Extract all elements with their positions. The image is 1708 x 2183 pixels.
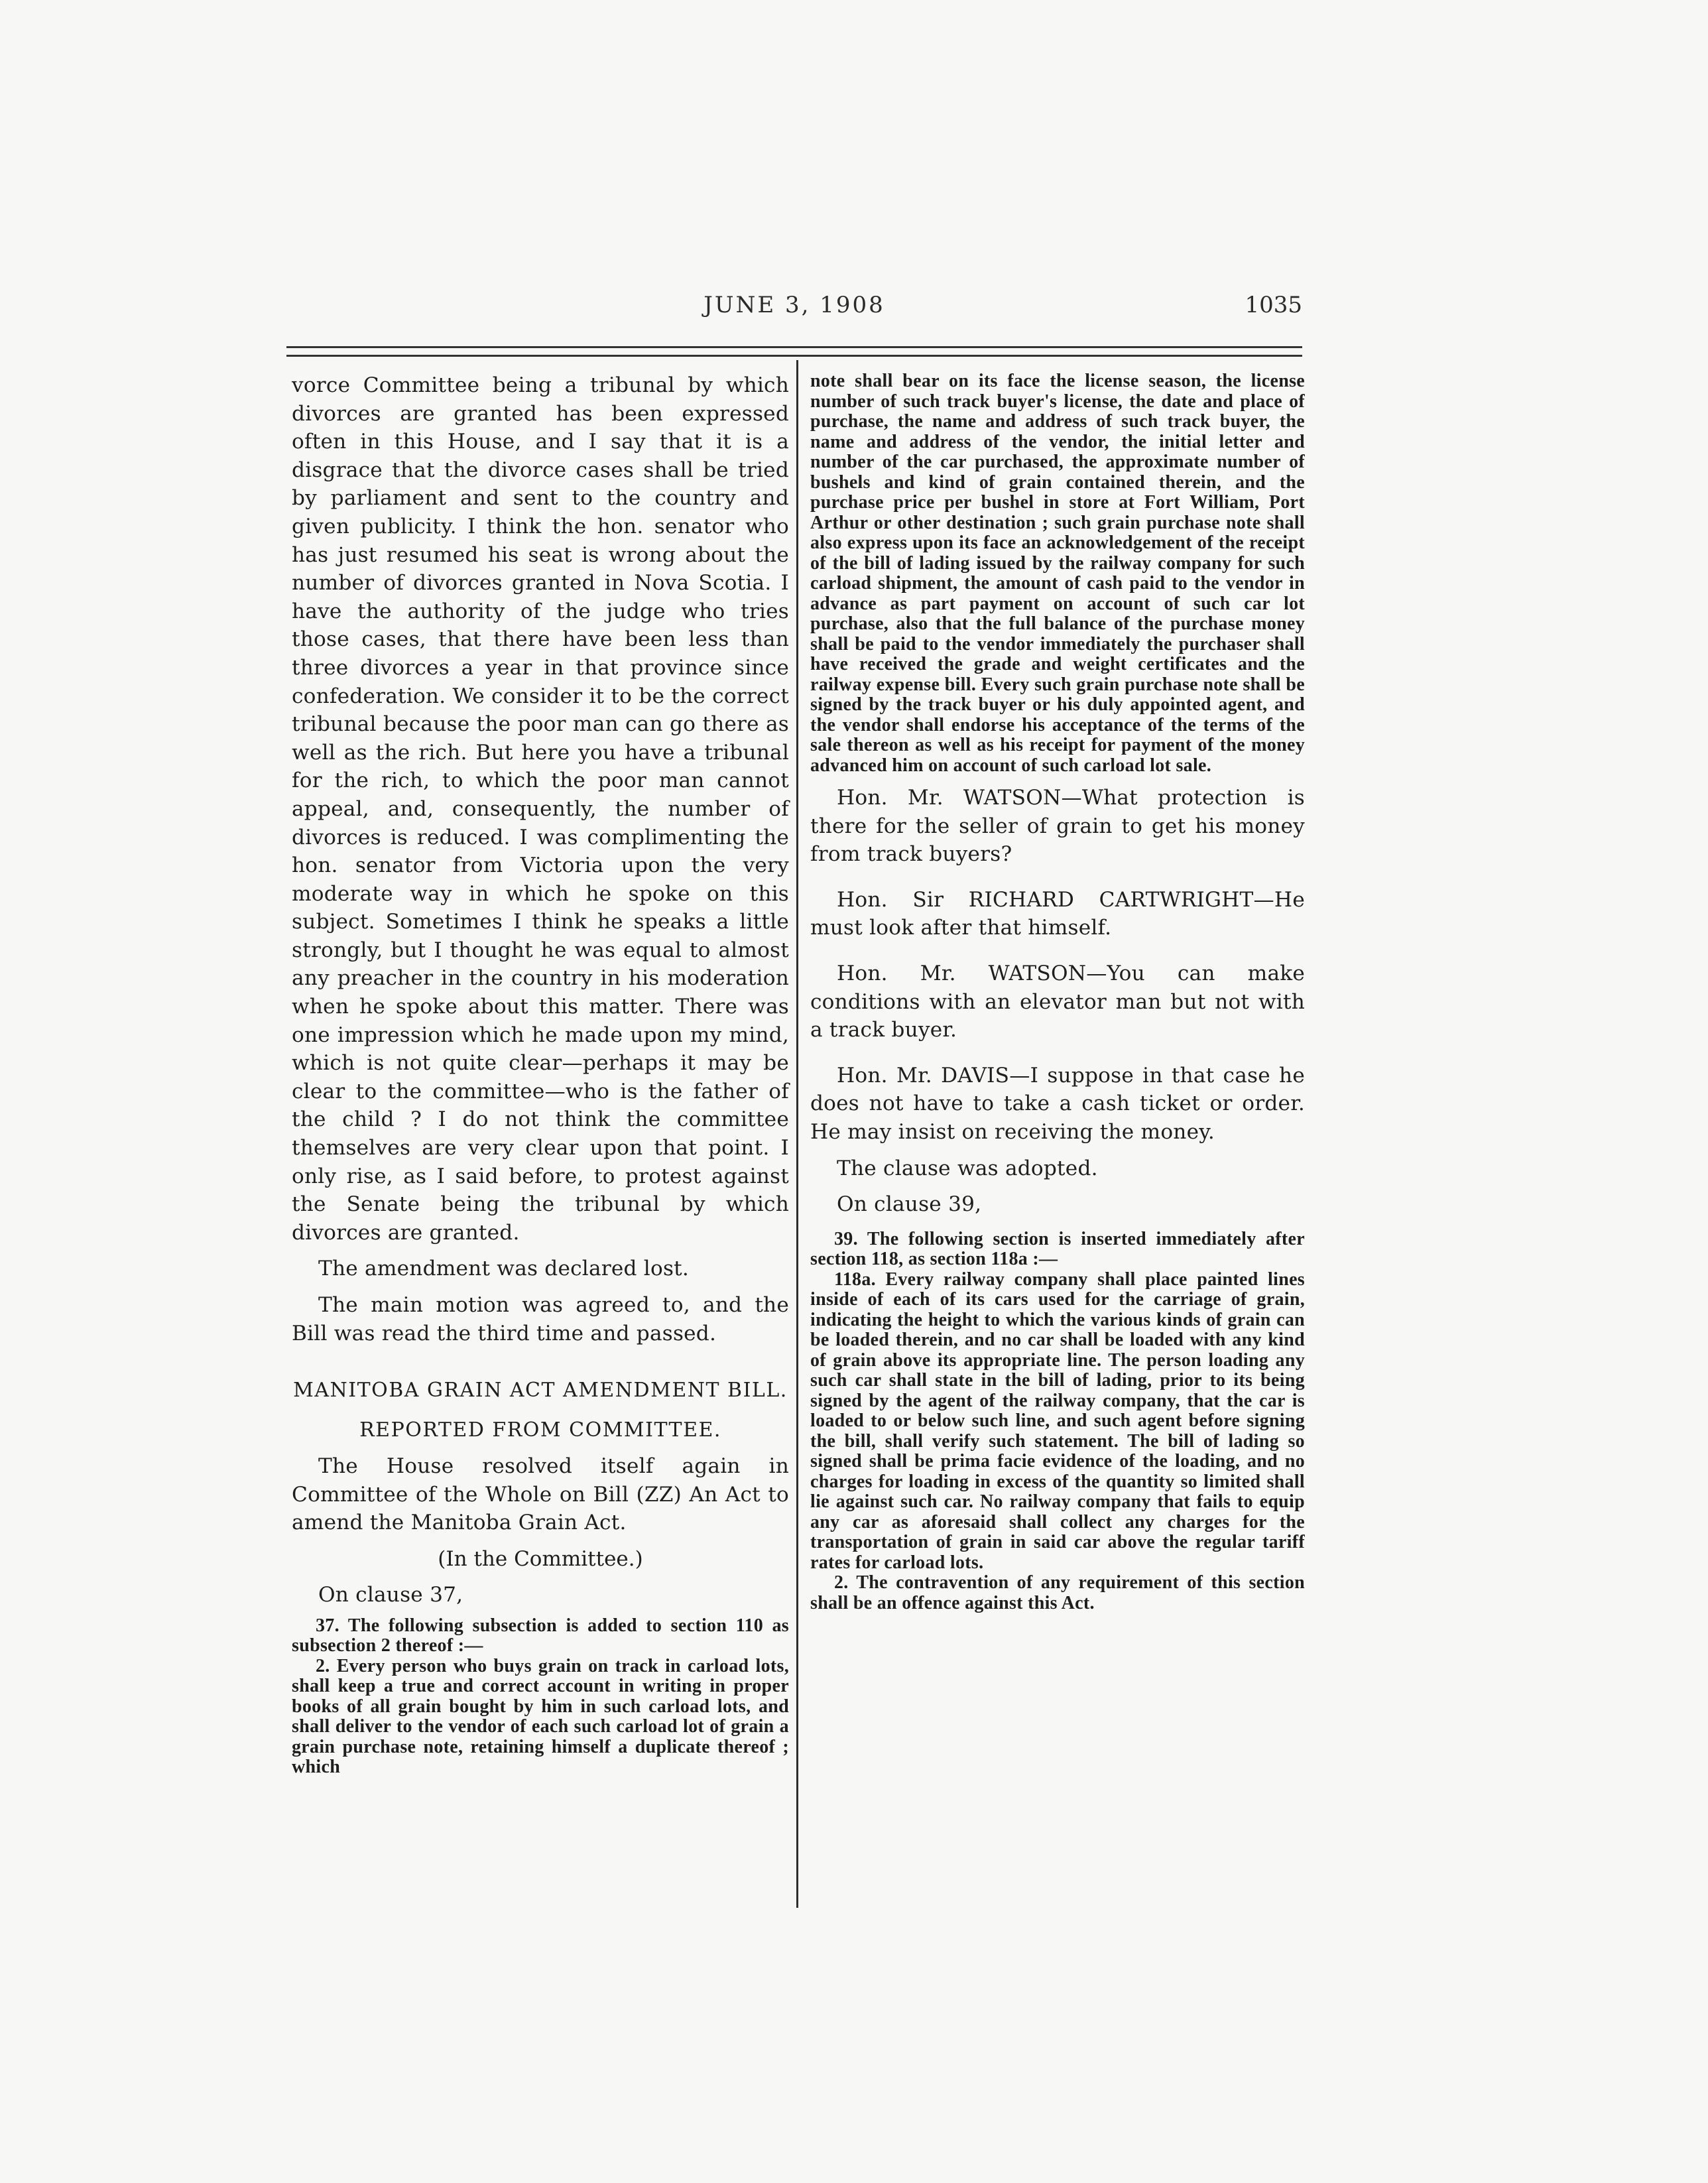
cartwright-answer: Hon. Sir RICHARD CARTWRIGHT—He must look after that himself. <box>810 887 1305 940</box>
speech-continuation: vorce Committee being a tribunal by which divorces are granted has been expressed often in this House, and I say that it is a disgrace that the divorce cases shall be tried by parliament and sent to the country and given publicity. I think the hon. senator who has just resumed his seat is wrong about the number of divorces granted in Nova Scotia. I have the authority of the judge who tries those cases, that there have been less than three divorces a year in that province since confederation. We consider it to be the correct tribunal because the poor man can go there as well as the rich. But here you have a tribunal for the rich, to which the poor man cannot appeal, and, consequently, the number of divorces is reduced. I was complimenting the hon. senator from Victoria upon the very moderate way in which he spoke on this subject. Sometimes I think he speaks a little strongly, but I thought he was equal to almost any preacher in the country in his moderation when he spoke about this matter. There was one impression which he made upon my mind, which is not quite clear—perhaps it may be clear to the committee—who is the father of the child ? I do not think the committee themselves are very clear upon that point. I only rise, as I said before, to protest against the Senate being the tribunal by which divorces are granted. <box>292 373 789 1245</box>
watson-remark: Hon. Mr. WATSON—You can make conditions with an elevator man but not with a track buyer. <box>810 961 1305 1042</box>
committee-resolution: The House resolved itself again in Committee of the Whole on Bill (ZZ) An Act to amend the Manitoba Grain Act. <box>292 1454 789 1535</box>
watson-question: Hon. Mr. WATSON—What protection is there for the seller of grain to get his money from track buyers? <box>810 786 1305 867</box>
clause-37-intro: 37. The following subsection is added to section 110 as subsection 2 thereof :— <box>292 1615 789 1656</box>
page-number: 1035 <box>1245 292 1302 318</box>
right-column <box>810 371 1305 1613</box>
on-clause-39: On clause 39, <box>837 1192 982 1217</box>
bill-heading: MANITOBA GRAIN ACT AMENDMENT BILL. <box>293 1379 788 1403</box>
clause-37-body: 2. Every person who buys grain on track in carload lots, shall keep a true and correct account in writing in proper books of all grain bought by him in such carload lots, and shall deliver to the vendor of each such carload lot of grain a grain purchase note, retaining himself a duplicate thereof ; which <box>292 1655 789 1778</box>
on-clause-37: On clause 37, <box>318 1582 463 1607</box>
left-column <box>292 371 789 1778</box>
clause-39-intro: 39. The following section is inserted immediately after section 118, as section 118a :— <box>810 1228 1305 1270</box>
motion-result: The main motion was agreed to, and the Bill was read the third time and passed. <box>292 1293 789 1345</box>
clause-39-subsection-2: 2. The contravention of any requirement of this section shall be an offence against this Act. <box>810 1572 1305 1613</box>
clause-adopted: The clause was adopted. <box>837 1156 1098 1180</box>
clause-39-118a: 118a. Every railway company shall place painted lines inside of each of its cars used for the carriage of grain, indicating the height to which the various kinds of grain can be loaded therein, and no car shall be loaded with any kind of grain above its appropriate line. The person loading any such car shall state in the bill of lading, prior to its being signed by the agent of the railway company, that the car is loaded to or below such line, and such agent before signing the bill, shall verify such statement. The bill of lading so signed shall be prima facie evidence of the loading, and no charges for loading in excess of the quantity so limited shall lie against such car. No railway company that fails to equip any car as aforesaid shall collect any charges for the transportation of grain in said car above the regular tariff rates for carload lots. <box>810 1269 1305 1573</box>
amendment-result: The amendment was declared lost. <box>318 1257 690 1281</box>
column-divider <box>796 360 798 1908</box>
header-rule-bottom <box>286 355 1302 357</box>
clause-37-continuation: note shall bear on its face the license season, the license number of such track buyer's license, the date and place of purchase, the name and address of such track buyer, the name and address of the vendor, the initial letter and number of the car purchased, the approximate number of bushels and kind of grain contained therein, and the purchase price per bushel in store at Fort William, Port Arthur or other destination ; such grain purchase note shall also express upon its face an acknowledgement of the receipt of the bill of lading issued by the railway company for such carload shipment, the amount of cash paid to the vendor in advance as part payment on account of such car lot purchase, also that the full balance of the purchase money shall be paid to the vendor immediately the purchaser shall have received the grade and weight certificates and the railway expense bill. Every such grain purchase note shall be signed by the track buyer or his duly appointed agent, and the vendor shall endorse his acceptance of the terms of the sale thereon as well as his receipt for payment of the money advanced him on account of such carload lot sale. <box>810 371 1305 776</box>
page-header <box>286 292 1302 332</box>
in-committee-label: (In the Committee.) <box>438 1546 643 1571</box>
header-rule-top <box>286 346 1302 348</box>
header-date: JUNE 3, 1908 <box>703 292 885 318</box>
davis-remark: Hon. Mr. DAVIS—I suppose in that case he does not have to take a cash ticket or order. He may insist on receiving the money. <box>810 1063 1305 1144</box>
report-heading: REPORTED FROM COMMITTEE. <box>359 1418 721 1442</box>
